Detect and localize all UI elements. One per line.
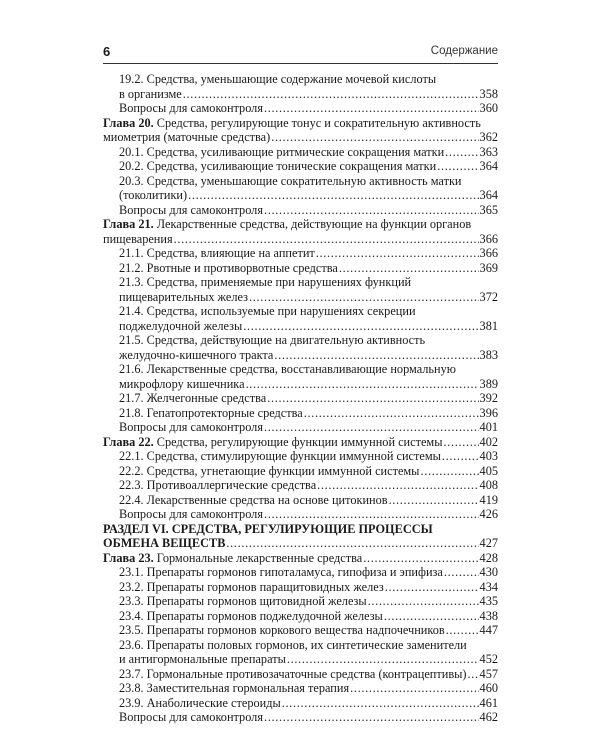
toc-line [119,710,498,725]
dot-leader [174,232,479,247]
page-ref: 360 [479,101,498,115]
toc-section-entry[interactable] [103,362,498,391]
toc-title: и антигормональные препараты [119,652,286,666]
toc-line [119,420,498,435]
toc-line [119,565,498,580]
toc-line [103,522,498,537]
toc-title: 20.1. Средства, усиливающие ритмические сокращения матки [119,144,445,159]
toc-chapter-entry[interactable] [103,116,498,145]
toc-line [103,435,498,450]
page-ref: 366 [479,246,498,260]
toc-chapter-entry[interactable] [103,217,498,246]
page-ref: 447 [479,623,498,637]
toc-title: 22.4. Лекарственные средства на основе цитокинов [119,492,388,507]
toc-section-entry[interactable] [103,710,498,725]
toc-section-entry[interactable] [103,580,498,595]
toc-line [119,290,498,305]
toc-title: 23.9. Анаболические стероиды [119,695,281,710]
page-header [103,44,498,62]
page-ref: 372 [479,289,498,304]
toc-section-entry[interactable] [103,203,498,218]
toc-line [119,681,498,696]
toc-line [119,507,498,522]
toc-line [119,348,498,363]
page-ref: 401 [479,420,498,434]
page-ref: 460 [479,681,498,695]
header-rule [103,63,498,64]
page-ref: 389 [479,376,498,391]
toc-line [119,594,498,609]
toc-section-entry[interactable] [103,638,498,667]
toc-section-entry[interactable] [103,333,498,362]
dot-leader [446,623,479,638]
page-ref: 383 [479,347,498,362]
toc-section-entry[interactable] [103,681,498,696]
toc-line [103,130,498,145]
page-ref: 435 [479,594,498,608]
toc-section-entry[interactable] [103,493,498,508]
toc-title: Вопросы для самоконтроля [119,202,263,217]
toc-title: ОБМЕНА ВЕЩЕСТВ [103,536,226,550]
toc-title: Лекарственные средства, действующие на функции органов [153,217,472,231]
dot-leader [339,261,479,276]
page-ref: 462 [479,710,498,724]
chapter-label: Глава 22. [103,434,154,449]
dot-leader [264,203,479,218]
toc-section-entry[interactable] [103,449,498,464]
dot-leader [316,246,479,261]
toc-line [103,536,498,551]
toc-line [119,333,498,348]
toc-title: 23.4. Препараты гормонов поджелудочной железы [119,608,383,623]
page-ref: 369 [479,260,498,275]
toc-line [119,203,498,218]
dot-leader [444,565,479,580]
toc-section-entry[interactable] [103,594,498,609]
page-ref: 365 [479,202,498,217]
toc-line [119,101,498,116]
dot-leader [384,609,479,624]
toc-line [119,667,498,682]
page-ref: 457 [479,666,498,681]
toc-line [103,116,498,131]
toc-line [119,87,498,102]
dot-leader [363,551,478,566]
chapter-label: Глава 21. [103,217,154,231]
toc-section-entry[interactable] [103,261,498,276]
toc-line [119,377,498,392]
dot-leader [368,594,479,609]
toc-title: 22.1. Средства, стимулирующие функции иммунной системы [119,449,441,463]
toc-line [119,174,498,189]
toc-title: пищеварения [103,231,173,246]
toc-section-entry[interactable] [103,159,498,174]
page-ref: 461 [479,695,498,710]
toc-line [119,188,498,203]
toc-title: 21.7. Желчегонные средства [119,391,267,405]
page-ref: 402 [479,434,498,449]
toc-line [103,551,498,566]
toc-section-entry[interactable] [103,174,498,203]
table-of-contents [103,72,498,725]
toc-title: 19.2. Средства, уменьшающие содержание мочевой кислоты [119,72,437,86]
toc-line [119,319,498,334]
page-ref: 392 [479,391,498,405]
page-ref: 364 [479,159,498,173]
dot-leader [389,493,479,508]
toc-title: 23.6. Препараты половых гормонов, их синтетические заменители [119,637,467,652]
toc-line [119,406,498,421]
toc-section-entry[interactable] [103,420,498,435]
toc-title: Вопросы для самоконтроля [119,101,263,115]
toc-line [119,449,498,464]
toc-title: 21.8. Гепатопротекторные средства [119,405,303,420]
toc-line [119,261,498,276]
toc-section-entry[interactable] [103,101,498,116]
page-ref: 364 [479,188,498,202]
toc-line [119,304,498,319]
dot-leader [385,580,479,595]
toc-title: 20.2. Средства, усиливающие тонические сокращения матки [119,159,437,173]
page-ref: 438 [479,608,498,623]
dot-leader [304,406,479,421]
toc-title: 21.4. Средства, используемые при нарушениях секреции [119,304,416,318]
toc-title: 21.1. Средства, влияющие на аппетит [119,246,315,260]
page-ref: 452 [479,652,498,666]
toc-line [119,493,498,508]
dot-leader [183,87,479,102]
toc-part-entry[interactable] [103,522,498,551]
toc-line [119,609,498,624]
toc-title: Вопросы для самоконтроля [119,710,263,724]
toc-title: 23.5. Препараты гормонов коркового вещества надпочечников [119,623,445,637]
toc-title: 23.7. Гормональные противозачаточные средства (контрацептивы) [119,666,467,681]
toc-line [119,580,498,595]
toc-title: Средства, регулирующие тонус и сократительную активность [153,115,481,130]
page-ref: 396 [479,405,498,420]
dot-leader [282,696,479,711]
toc-section-entry[interactable] [103,667,498,682]
toc-section-entry[interactable] [103,464,498,479]
page-ref: 403 [479,449,498,463]
toc-line [119,145,498,160]
running-title: Содержание [430,45,498,57]
toc-title: 20.3. Средства, уменьшающие сократительную активность матки [119,173,462,188]
toc-title: Средства, регулирующие функции иммунной системы [153,434,443,449]
toc-title: поджелудочной железы [119,318,243,333]
dot-leader [274,348,478,363]
toc-title: РАЗДЕЛ VI. СРЕДСТВА, РЕГУЛИРУЮЩИЕ ПРОЦЕССЫ [103,521,433,536]
toc-section-entry[interactable] [103,246,498,261]
dot-leader [226,536,478,551]
toc-section-entry[interactable] [103,406,498,421]
toc-title: Вопросы для самоконтроля [119,507,263,521]
dot-leader [264,507,479,522]
toc-line [119,464,498,479]
page-ref: 366 [479,231,498,246]
toc-section-entry[interactable] [103,72,498,101]
dot-leader [317,478,478,493]
toc-section-entry[interactable] [103,275,498,304]
toc-title: 21.3. Средства, применяемые при нарушениях функций [119,275,412,289]
dot-leader [445,145,478,160]
toc-title: 23.8. Заместительная гормональная терапия [119,681,350,695]
dot-leader [443,435,478,450]
toc-line [119,275,498,290]
chapter-label: Глава 23. [103,550,154,565]
toc-title: 21.5. Средства, действующие на двигательную активность [119,333,426,347]
toc-title: желудочно-кишечного тракта [119,347,274,362]
dot-leader [267,391,478,406]
toc-line [119,362,498,377]
toc-section-entry[interactable] [103,565,498,580]
dot-leader [442,449,479,464]
page-ref: 430 [479,565,498,579]
toc-section-entry[interactable] [103,478,498,493]
toc-line [119,159,498,174]
dot-leader [264,101,479,116]
toc-line [119,246,498,261]
toc-title: 22.2. Средства, угнетающие функции иммунной системы [119,463,420,478]
toc-section-entry[interactable] [103,609,498,624]
toc-section-entry[interactable] [103,304,498,333]
dot-leader [468,667,479,682]
toc-title: 22.3. Противоаллергические средства [119,478,317,492]
dot-leader [249,290,479,305]
toc-title: 23.2. Препараты гормонов паращитовидных желез [119,579,384,594]
dot-leader [287,652,479,667]
toc-title: 23.1. Препараты гормонов гипоталамуса, гипофиза и эпифиза [119,565,443,579]
toc-chapter-entry[interactable] [103,551,498,566]
toc-line [119,623,498,638]
toc-title: в организме [119,86,182,101]
toc-title: пищеварительных желез [119,289,248,304]
page-ref: 419 [479,492,498,507]
page-ref: 427 [479,536,498,550]
page-ref: 426 [479,507,498,521]
toc-line [119,391,498,406]
toc-line [103,217,498,232]
toc-line [119,72,498,87]
toc-line [119,696,498,711]
toc-title: 21.6. Лекарственные средства, восстанавливающие нормальную [119,362,456,376]
toc-title: Гормональные лекарственные средства [153,550,363,565]
dot-leader [243,319,478,334]
page-ref: 405 [479,463,498,478]
dot-leader [264,710,479,725]
toc-section-entry[interactable] [103,391,498,406]
toc-title: Вопросы для самоконтроля [119,420,263,434]
dot-leader [437,159,478,174]
dot-leader [350,681,478,696]
toc-title: 21.2. Рвотные и противорвотные средства [119,260,338,275]
toc-line [119,638,498,653]
toc-section-entry[interactable] [103,623,498,638]
toc-line [119,652,498,667]
toc-chapter-entry[interactable] [103,435,498,450]
toc-title: микрофлору кишечника [119,376,245,391]
page-ref: 434 [479,579,498,594]
toc-section-entry[interactable] [103,696,498,711]
toc-line [119,478,498,493]
page-ref: 362 [479,130,498,144]
toc-title: миометрия (маточные средства) [103,130,271,144]
page-ref: 358 [479,86,498,101]
page-ref: 428 [479,550,498,565]
dot-leader [188,188,478,203]
dot-leader [271,130,478,145]
toc-section-entry[interactable] [103,145,498,160]
page-ref: 363 [479,144,498,159]
dot-leader [420,464,478,479]
dot-leader [246,377,479,392]
page-number: 6 [103,44,111,59]
toc-title: 23.3. Препараты гормонов щитовидной железы [119,594,367,608]
toc-title: (токолитики) [119,188,188,202]
dot-leader [264,420,479,435]
toc-line [103,232,498,247]
page-ref: 381 [479,318,498,333]
toc-section-entry[interactable] [103,507,498,522]
page-ref: 408 [479,478,498,492]
chapter-label: Глава 20. [103,115,154,130]
